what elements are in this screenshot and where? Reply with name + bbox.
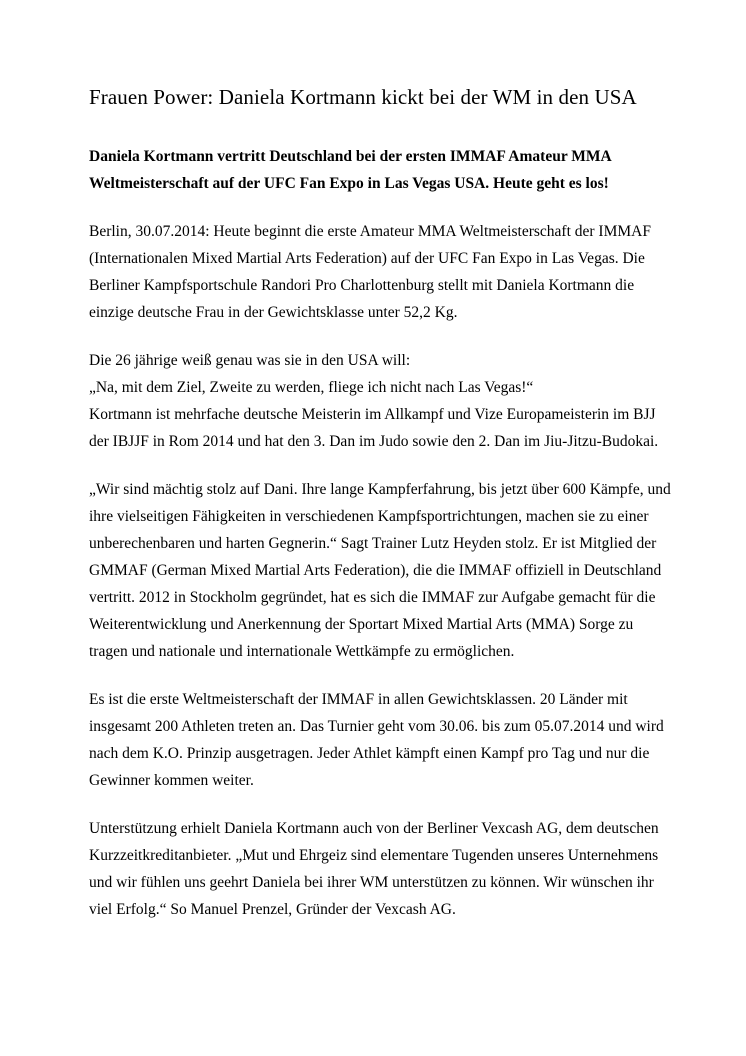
- text-line: „Na, mit dem Ziel, Zweite zu werden, fliege ich nicht nach Las Vegas!“: [89, 379, 534, 396]
- text-line: Kurzzeitkreditanbieter. „Mut und Ehrgeiz sind elementare Tugenden unseres Unternehmens: [89, 847, 659, 864]
- document-title: Frauen Power: Daniela Kortmann kickt bei der WM in den USA: [89, 85, 637, 109]
- text-line: (Internationalen Mixed Martial Arts Federation) auf der UFC Fan Expo in Las Vegas. Die: [89, 250, 645, 267]
- text-line: der IBJJF in Rom 2014 und hat den 3. Dan im Judo sowie den 2. Dan im Jiu-Jitzu-Budokai.: [89, 433, 659, 450]
- text-line: Weiterentwicklung und Anerkennung der Sportart Mixed Martial Arts (MMA) Sorge zu: [89, 616, 634, 633]
- text-line: „Wir sind mächtig stolz auf Dani. Ihre lange Kampferfahrung, bis jetzt über 600 Kämpfe, und: [89, 481, 671, 498]
- text-line: Berliner Kampfsportschule Randori Pro Charlottenburg stellt mit Daniela Kortmann die: [89, 277, 635, 294]
- paragraph: [89, 347, 686, 455]
- paragraph: [89, 815, 686, 923]
- lead-paragraph: [89, 143, 686, 197]
- text-line: Berlin, 30.07.2014: Heute beginnt die erste Amateur MMA Weltmeisterschaft der IMMAF: [89, 223, 651, 240]
- text-line: Weltmeisterschaft auf der UFC Fan Expo in Las Vegas USA. Heute geht es los!: [89, 175, 609, 192]
- text-line: Es ist die erste Weltmeisterschaft der IMMAF in allen Gewichtsklassen. 20 Länder mit: [89, 691, 628, 708]
- text-line: Kortmann ist mehrfache deutsche Meisterin im Allkampf und Vize Europameisterin im BJJ: [89, 406, 656, 423]
- text-line: GMMAF (German Mixed Martial Arts Federation), die die IMMAF offiziell in Deutschland: [89, 562, 662, 579]
- text-line: einzige deutsche Frau in der Gewichtsklasse unter 52,2 Kg.: [89, 304, 458, 321]
- text-line: viel Erfolg.“ So Manuel Prenzel, Gründer der Vexcash AG.: [89, 901, 456, 918]
- text-line: Die 26 jährige weiß genau was sie in den USA will:: [89, 352, 411, 369]
- text-line: und wir fühlen uns geehrt Daniela bei ihrer WM unterstützen zu können. Wir wünschen ihr: [89, 874, 654, 891]
- paragraph: [89, 476, 686, 665]
- text-line: Gewinner kommen weiter.: [89, 772, 254, 789]
- text-line: tragen und nationale und internationale Wettkämpfe zu ermöglichen.: [89, 643, 515, 660]
- paragraph: [89, 218, 686, 326]
- text-line: insgesamt 200 Athleten treten an. Das Turnier geht vom 30.06. bis zum 05.07.2014 und wird: [89, 718, 664, 735]
- text-line: nach dem K.O. Prinzip ausgetragen. Jeder Athlet kämpft einen Kampf pro Tag und nur die: [89, 745, 650, 762]
- text-line: Unterstützung erhielt Daniela Kortmann auch von der Berliner Vexcash AG, dem deutschen: [89, 820, 659, 837]
- paragraph: [89, 686, 686, 794]
- text-line: Daniela Kortmann vertritt Deutschland bei der ersten IMMAF Amateur MMA: [89, 148, 612, 165]
- text-line: ihre vielseitigen Fähigkeiten in verschiedenen Kampfsportrichtungen, machen sie zu einer: [89, 508, 649, 525]
- text-line: unberechenbaren und harten Gegnerin.“ Sagt Trainer Lutz Heyden stolz. Er ist Mitglied der: [89, 535, 657, 552]
- text-line: vertritt. 2012 in Stockholm gegründet, hat es sich die IMMAF zur Aufgabe gemacht für die: [89, 589, 656, 606]
